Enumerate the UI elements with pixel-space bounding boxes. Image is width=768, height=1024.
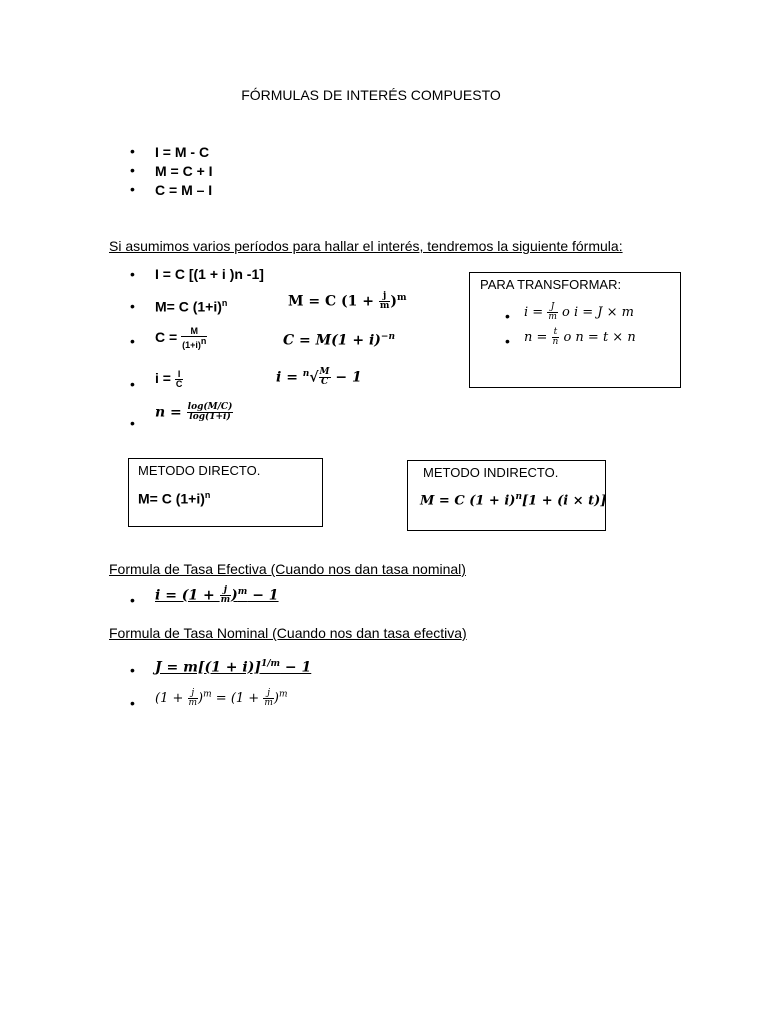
bullet-icon: • xyxy=(505,333,510,349)
transform-box-title: PARA TRANSFORMAR: xyxy=(480,277,622,292)
bullet-icon: • xyxy=(130,298,135,314)
transform-rate-formula: i = $\frac{J}{m}$ o i = J × m xyxy=(524,302,634,322)
formula-monto-rate: M = C (1 + $\frac{j}{m}$ )$^m$ xyxy=(288,291,407,311)
indirect-method-formula: M = C $(1 + i)^n[1 + (i \times t)]$ xyxy=(420,492,607,509)
formula-capital-power: $C = M(1 + i)^{-n}$ xyxy=(283,332,395,349)
formula-monto-basic: M = C + I xyxy=(155,163,213,179)
bullet-icon: • xyxy=(130,662,135,678)
nominal-rate-formula: $J = m[(1 + i)]^{1/m} - 1$ xyxy=(155,659,312,676)
bullet-icon: • xyxy=(130,181,135,197)
indirect-method-title: METODO INDIRECTO. xyxy=(423,465,559,480)
bullet-icon: • xyxy=(130,592,135,608)
bullet-icon: • xyxy=(130,162,135,178)
page-title: FÓRMULAS DE INTERÉS COMPUESTO xyxy=(241,87,501,103)
formula-interest-compound: I = C [(1 + i )n -1] xyxy=(155,266,264,282)
formula-monto-compound: M= C $(1+i)^n$ xyxy=(155,298,228,315)
nominal-rate-heading: Formula de Tasa Nominal (Cuando nos dan tasa efectiva) xyxy=(109,625,467,641)
formula-periods: n = $\frac{\log(M/C)}{\log(1+i)}$ xyxy=(155,402,233,422)
bullet-icon: • xyxy=(130,143,135,159)
formula-capital-fraction: C = $\frac{M}{(1+i)^n}$ xyxy=(155,326,207,350)
formula-capital-basic: C = M – I xyxy=(155,182,213,198)
formula-rate-fraction: i = $\frac{I}{C}$ xyxy=(155,369,183,389)
formula-interest-basic: I = M - C xyxy=(155,144,210,160)
bullet-icon: • xyxy=(130,333,135,349)
bullet-icon: • xyxy=(130,695,135,711)
effective-rate-heading: Formula de Tasa Efectiva (Cuando nos dan tasa nominal) xyxy=(109,561,466,577)
bullet-icon: • xyxy=(505,308,510,324)
bullet-icon: • xyxy=(130,415,135,431)
transform-periods-formula: n = $\frac{t}{n}$ o n = t × n xyxy=(524,327,636,347)
rate-equivalence-formula: (1 + $\frac{j}{m}$ )$^m$ = (1 + $\frac{j}{m}$ )$^m$ xyxy=(155,688,288,708)
formula-rate-root: i = $^n$√ $\frac{M}{C}$ − 1 xyxy=(276,367,362,387)
bullet-icon: • xyxy=(130,266,135,282)
bullet-icon: • xyxy=(130,376,135,392)
effective-rate-formula: i = (1 + $\frac{j}{m}$ )$^m$ − 1 xyxy=(155,585,279,605)
intro-heading: Si asumimos varios períodos para hallar el interés, tendremos la siguiente fórmula: xyxy=(109,238,623,254)
direct-method-formula: M= C $(1+i)^n$ xyxy=(138,490,211,507)
direct-method-title: METODO DIRECTO. xyxy=(138,463,261,478)
